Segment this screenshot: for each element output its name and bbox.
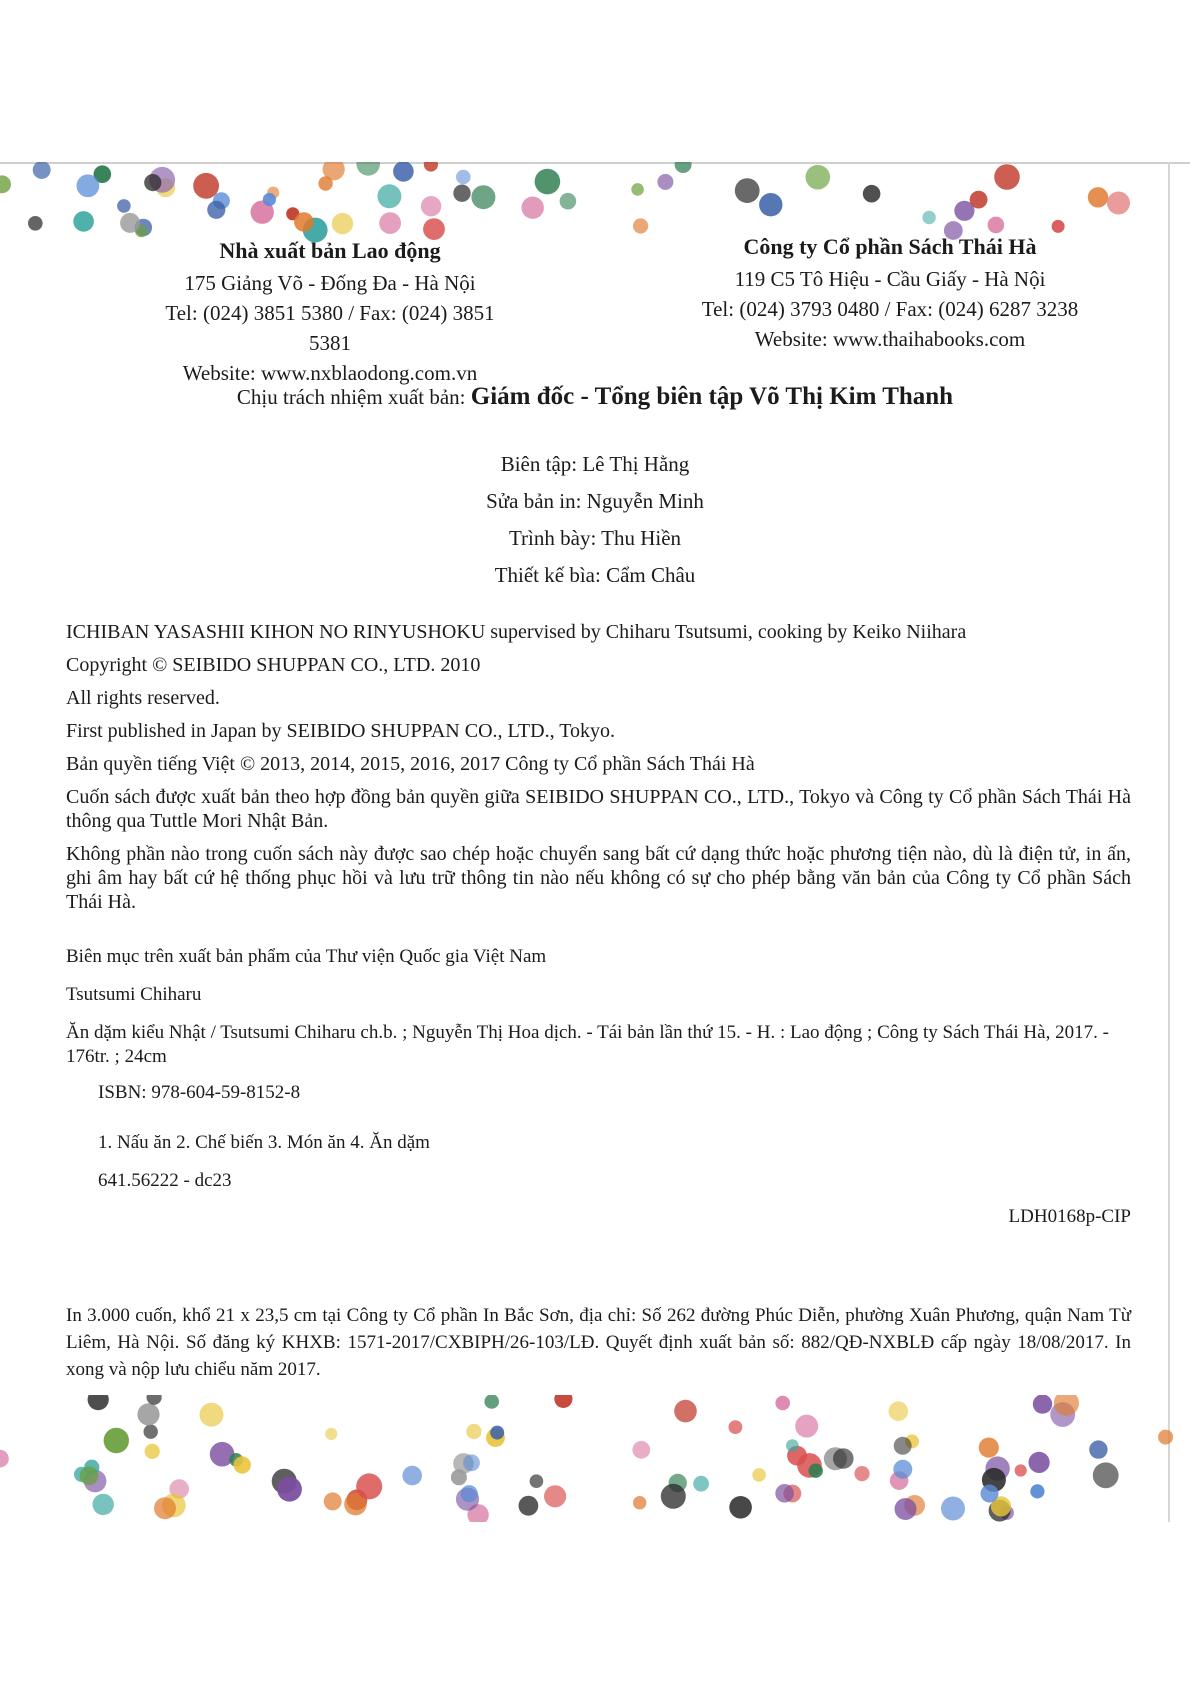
layout-credit: Trình bày: Thu Hiền xyxy=(508,526,682,550)
publisher-right-address: 119 C5 Tô Hiệu - Cầu Giấy - Hà Nội xyxy=(734,267,1046,291)
confetti-dot xyxy=(786,1439,799,1452)
responsible-name: Giám đốc - Tổng biên tập Võ Thị Kim Thanh xyxy=(470,383,954,410)
confetti-dot xyxy=(421,196,441,216)
cip-author: Tsutsumi Chiharu xyxy=(66,984,202,1005)
confetti-dot xyxy=(451,1469,467,1485)
confetti-dot xyxy=(73,211,94,232)
confetti-dot xyxy=(490,1426,504,1440)
page-right-edge xyxy=(1168,162,1170,1522)
confetti-dot xyxy=(145,1444,160,1459)
confetti-dot xyxy=(633,218,648,233)
confetti-dot xyxy=(104,1428,129,1453)
confetti-dot xyxy=(674,1400,697,1423)
confetti-dot xyxy=(154,1497,176,1519)
reproduction-notice: Không phần nào trong cuốn sách này được sao chép hoặc chuyển sang bất cứ dạng thức hoặc phương tiện nào, dù là điện tử, in ấn, ghi âm hay bất cứ hệ thống phục hồi và lưu trữ thông tin nào nếu không có sự cho phép bằng văn bản của Công ty Cổ phần Sách Thái Hà. xyxy=(66,843,1131,913)
confetti-dot xyxy=(854,1466,869,1481)
confetti-dot xyxy=(1107,192,1130,215)
confetti-dot xyxy=(922,211,935,224)
confetti-dot xyxy=(332,213,353,234)
confetti-dot xyxy=(324,1492,342,1510)
confetti-border-bottom xyxy=(0,1395,1190,1522)
confetti-dot xyxy=(554,1395,572,1408)
publisher-left-website: Website: www.nxblaodong.com.vn xyxy=(182,361,478,385)
confetti-dot xyxy=(117,199,131,213)
confetti-dot xyxy=(93,1494,114,1515)
confetti-dot xyxy=(200,1403,224,1427)
confetti-dot xyxy=(28,216,43,231)
confetti-dot xyxy=(1033,1395,1052,1414)
confetti-dot xyxy=(535,169,561,195)
confetti-dot xyxy=(775,1396,790,1411)
cip-entry: Ăn dặm kiểu Nhật / Tsutsumi Chiharu ch.b. ; Nguyễn Thị Hoa dịch. - Tái bản lần thứ 15. - H. : Lao động ; Công ty Sách Thái Hà, 2017. - 176tr. ; 24cm xyxy=(66,1022,1109,1067)
confetti-dot xyxy=(889,1401,909,1421)
confetti-dot xyxy=(356,1473,382,1499)
cover-design-credit: Thiết kế bìa: Cẩm Châu xyxy=(494,563,696,587)
confetti-dot xyxy=(675,162,692,173)
first-published: First published in Japan by SEIBIDO SHUPPAN CO., LTD., Tokyo. xyxy=(66,720,616,742)
cip-subjects: 1. Nấu ăn 2. Chế biến 3. Món ăn 4. Ăn dặm xyxy=(98,1132,430,1153)
confetti-dot xyxy=(895,1498,917,1520)
confetti-dot xyxy=(994,164,1020,190)
confetti-dot xyxy=(894,1437,912,1455)
cip-classification: 641.56222 - dc23 xyxy=(98,1170,232,1191)
contract-note: Cuốn sách được xuất bản theo hợp đồng bản quyền giữa SEIBIDO SHUPPAN CO., LTD., Tokyo và Công ty Cổ phần Sách Thái Hà thông qua Tuttle Mori Nhật Bản. xyxy=(66,786,1131,832)
publisher-right-website: Website: www.thaihabooks.com xyxy=(754,327,1026,351)
confetti-dot xyxy=(0,1450,9,1468)
confetti-dot xyxy=(402,1466,422,1486)
confetti-dot xyxy=(1158,1430,1173,1445)
confetti-dot xyxy=(632,1441,650,1459)
confetti-dot xyxy=(379,212,401,234)
publisher-left-name: Nhà xuất bản Lao động xyxy=(219,238,441,263)
confetti-dot xyxy=(979,1438,999,1458)
confetti-dot xyxy=(325,1428,337,1440)
confetti-dot xyxy=(234,1456,251,1473)
confetti-dot xyxy=(120,213,140,233)
confetti-dot xyxy=(631,183,644,196)
confetti-dot xyxy=(471,185,495,209)
publisher-right-name: Công ty Cổ phần Sách Thái Hà xyxy=(743,234,1037,259)
confetti-dot xyxy=(88,1395,109,1410)
confetti-dot xyxy=(207,201,225,219)
confetti-dot xyxy=(393,162,414,182)
proofreader-credit: Sửa bản in: Nguyễn Minh xyxy=(486,489,704,513)
confetti-dot xyxy=(1015,1464,1027,1476)
confetti-dot xyxy=(693,1476,709,1492)
rights-reserved: All rights reserved. xyxy=(66,687,220,709)
confetti-dot xyxy=(461,1485,478,1502)
confetti-dot xyxy=(277,1477,302,1502)
confetti-dot xyxy=(466,1424,481,1439)
confetti-dot xyxy=(729,1496,752,1519)
confetti-dot xyxy=(863,185,881,203)
publisher-left-phone: Tel: (024) 3851 5380 / Fax: (024) 3851 5381 xyxy=(165,301,495,355)
confetti-dot xyxy=(806,165,831,190)
confetti-dot xyxy=(453,185,470,202)
confetti-dot xyxy=(137,1403,159,1425)
confetti-dot xyxy=(33,162,51,179)
responsible-label: Chịu trách nhiệm xuất bản: xyxy=(236,385,466,409)
vn-copyright: Bản quyền tiếng Việt © 2013, 2014, 2015, 2016, 2017 Công ty Cổ phần Sách Thái Hà xyxy=(66,753,755,775)
confetti-dot xyxy=(530,1474,544,1488)
confetti-dot xyxy=(809,1464,823,1478)
confetti-dot xyxy=(522,197,544,219)
rights-section xyxy=(66,620,1131,923)
confetti-dot xyxy=(1089,1440,1107,1458)
confetti-dot xyxy=(661,1484,686,1509)
publisher-right xyxy=(680,232,1100,354)
confetti-dot xyxy=(657,174,673,190)
confetti-dot xyxy=(424,162,438,172)
confetti-dot xyxy=(144,174,161,191)
copyright-line: Copyright © SEIBIDO SHUPPAN CO., LTD. 2010 xyxy=(66,654,481,676)
print-info: In 3.000 cuốn, khổ 21 x 23,5 cm tại Công ty Cổ phần In Bắc Sơn, địa chỉ: Số 262 đường Phúc Diễn, phường Xuân Phương, quận Nam Từ Liêm, Hà Nội. Số đăng ký KHXB: 1571-2017/CXBIPH/26-103/LĐ. Quyết định xuất bản số: 882/QĐ-NXBLĐ cấp ngày 18/08/2017. In xong và nộp lưu chiểu năm 2017. xyxy=(66,1305,1131,1380)
confetti-dot xyxy=(377,184,401,208)
staff-credits xyxy=(0,446,1190,594)
confetti-dot xyxy=(1029,1452,1050,1473)
confetti-dot xyxy=(294,212,314,232)
confetti-dot xyxy=(1088,187,1108,207)
confetti-dot xyxy=(144,1425,158,1439)
confetti-dot xyxy=(893,1460,912,1479)
confetti-dot xyxy=(544,1485,566,1507)
confetti-dot xyxy=(988,217,1005,234)
confetti-dot xyxy=(752,1468,766,1482)
confetti-dot xyxy=(1093,1462,1119,1488)
confetti-dot xyxy=(981,1485,999,1503)
publisher-right-phone: Tel: (024) 3793 0480 / Fax: (024) 6287 3238 xyxy=(701,297,1079,321)
publisher-left xyxy=(150,236,510,388)
confetti-dot xyxy=(463,1454,480,1471)
cip-section xyxy=(66,945,1131,1229)
confetti-dot xyxy=(729,1420,743,1434)
confetti-dot xyxy=(263,193,276,206)
confetti-dot xyxy=(795,1415,818,1438)
confetti-dot xyxy=(560,193,577,210)
confetti-dot xyxy=(77,174,100,197)
confetti-dot xyxy=(193,173,219,199)
confetti-dot xyxy=(0,175,11,193)
cip-code: LDH0168p-CIP xyxy=(1008,1206,1131,1227)
confetti-dot xyxy=(1052,220,1065,233)
confetti-dot xyxy=(775,1484,794,1503)
confetti-dot xyxy=(941,1497,965,1521)
responsible-line xyxy=(0,383,1190,411)
confetti-dot xyxy=(484,1395,499,1409)
confetti-dot xyxy=(735,178,760,203)
publisher-left-address: 175 Giảng Võ - Đống Đa - Hà Nội xyxy=(184,271,476,295)
confetti-dot xyxy=(970,191,988,209)
cip-heading: Biên mục trên xuất bản phẩm của Thư viện Quốc gia Việt Nam xyxy=(66,946,547,967)
confetti-dot xyxy=(759,193,782,216)
confetti-dot xyxy=(519,1496,539,1516)
confetti-dot xyxy=(456,170,471,185)
editor-credit: Biên tập: Lê Thị Hằng xyxy=(500,452,690,476)
original-title: ICHIBAN YASASHII KIHON NO RINYUSHOKU supervised by Chiharu Tsutsumi, cooking by Keiko Niihara xyxy=(66,621,967,643)
confetti-dot xyxy=(833,1448,854,1469)
confetti-dot xyxy=(1030,1484,1044,1498)
confetti-dot xyxy=(633,1496,646,1509)
cip-isbn: ISBN: 978-604-59-8152-8 xyxy=(98,1082,301,1103)
confetti-dot xyxy=(80,1466,99,1485)
confetti-dot xyxy=(318,176,332,190)
confetti-dot xyxy=(356,162,380,176)
